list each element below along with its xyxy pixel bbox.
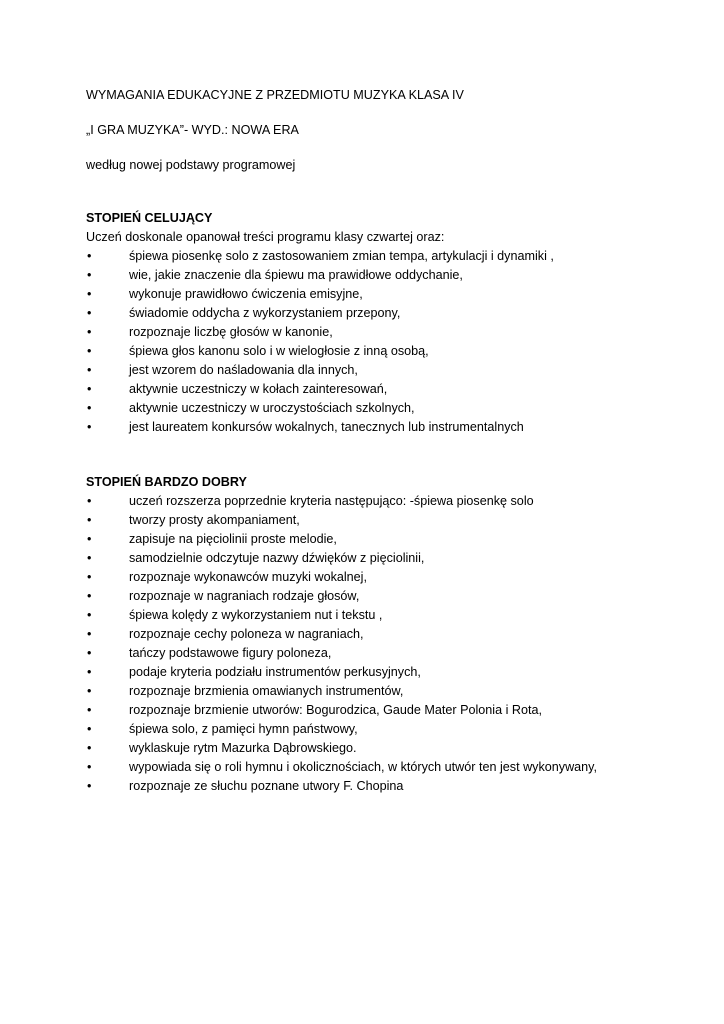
list-item xyxy=(86,777,686,796)
bullet-glyph: • xyxy=(87,513,92,527)
bullet-glyph: • xyxy=(87,570,92,584)
section-bardzo-dobry xyxy=(86,473,686,796)
list-item-text: podaje kryteria podziału instrumentów perkusyjnych, xyxy=(129,665,421,679)
bullet-glyph: • xyxy=(87,627,92,641)
list-item-text: śpiewa solo, z pamięci hymn państwowy, xyxy=(129,722,358,736)
list-item-text: wykonuje prawidłowo ćwiczenia emisyjne, xyxy=(129,287,363,301)
document-page xyxy=(86,86,686,796)
list-item xyxy=(86,361,686,380)
criteria-list xyxy=(86,247,686,437)
bullet-glyph: • xyxy=(87,589,92,603)
document-title: WYMAGANIA EDUKACYJNE Z PRZEDMIOTU MUZYKA KLASA IV xyxy=(86,88,464,102)
bullet-glyph: • xyxy=(87,665,92,679)
list-item-text: aktywnie uczestniczy w kołach zainteresowań, xyxy=(129,382,388,396)
list-item-text: jest wzorem do naśladowania dla innych, xyxy=(129,363,358,377)
list-item-text: samodzielnie odczytuje nazwy dźwięków z pięciolinii, xyxy=(129,551,425,565)
bullet-glyph: • xyxy=(87,494,92,508)
bullet-glyph: • xyxy=(87,268,92,282)
document-subtitle: „I GRA MUZYKA”- WYD.: NOWA ERA xyxy=(86,123,299,137)
list-item-text: tworzy prosty akompaniament, xyxy=(129,513,300,527)
list-item xyxy=(86,701,686,720)
list-item xyxy=(86,758,686,777)
list-item-text: świadomie oddycha z wykorzystaniem przepony, xyxy=(129,306,401,320)
bullet-glyph: • xyxy=(87,741,92,755)
document-basis: według nowej podstawy programowej xyxy=(86,158,296,172)
bullet-glyph: • xyxy=(87,703,92,717)
list-item-text: wyklaskuje rytm Mazurka Dąbrowskiego. xyxy=(129,741,357,755)
list-item-text: uczeń rozszerza poprzednie kryteria następująco: -śpiewa piosenkę solo xyxy=(129,494,534,508)
list-item xyxy=(86,606,686,625)
section-intro: Uczeń doskonale opanował treści programu klasy czwartej oraz: xyxy=(86,230,445,244)
list-item xyxy=(86,380,686,399)
list-item xyxy=(86,511,686,530)
list-item-text: zapisuje na pięciolinii proste melodie, xyxy=(129,532,337,546)
bullet-glyph: • xyxy=(87,532,92,546)
bullet-glyph: • xyxy=(87,722,92,736)
list-item-text: śpiewa piosenkę solo z zastosowaniem zmian tempa, artykulacji i dynamiki , xyxy=(129,249,554,263)
bullet-glyph: • xyxy=(87,646,92,660)
list-item xyxy=(86,587,686,606)
list-item xyxy=(86,323,686,342)
list-item-text: rozpoznaje wykonawców muzyki wokalnej, xyxy=(129,570,367,584)
bullet-glyph: • xyxy=(87,306,92,320)
bullet-glyph: • xyxy=(87,401,92,415)
list-item xyxy=(86,682,686,701)
list-item xyxy=(86,549,686,568)
list-item xyxy=(86,285,686,304)
list-item xyxy=(86,266,686,285)
list-item-text: jest laureatem konkursów wokalnych, tanecznych lub instrumentalnych xyxy=(129,420,524,434)
criteria-list xyxy=(86,492,686,796)
bullet-glyph: • xyxy=(87,779,92,793)
list-item-text: rozpoznaje cechy poloneza w nagraniach, xyxy=(129,627,364,641)
bullet-glyph: • xyxy=(87,363,92,377)
list-item xyxy=(86,304,686,323)
bullet-glyph: • xyxy=(87,684,92,698)
list-item xyxy=(86,342,686,361)
list-item-text: śpiewa kolędy z wykorzystaniem nut i tekstu , xyxy=(129,608,383,622)
list-item-text: śpiewa głos kanonu solo i w wielogłosie z inną osobą, xyxy=(129,344,429,358)
list-item xyxy=(86,568,686,587)
list-item-text: rozpoznaje brzmienia omawianych instrumentów, xyxy=(129,684,404,698)
list-item-text: tańczy podstawowe figury poloneza, xyxy=(129,646,332,660)
list-item-text: aktywnie uczestniczy w uroczystościach szkolnych, xyxy=(129,401,415,415)
list-item xyxy=(86,399,686,418)
list-item xyxy=(86,663,686,682)
list-item xyxy=(86,644,686,663)
section-celujacy xyxy=(86,209,686,437)
list-item-text: rozpoznaje liczbę głosów w kanonie, xyxy=(129,325,333,339)
section-heading: STOPIEŃ BARDZO DOBRY xyxy=(86,475,247,489)
bullet-glyph: • xyxy=(87,420,92,434)
list-item-text: rozpoznaje w nagraniach rodzaje głosów, xyxy=(129,589,360,603)
list-item-text: rozpoznaje brzmienie utworów: Bogurodzica, Gaude Mater Polonia i Rota, xyxy=(129,703,543,717)
bullet-glyph: • xyxy=(87,551,92,565)
bullet-glyph: • xyxy=(87,325,92,339)
bullet-glyph: • xyxy=(87,249,92,263)
list-item xyxy=(86,739,686,758)
section-heading: STOPIEŃ CELUJĄCY xyxy=(86,211,213,225)
list-item xyxy=(86,492,686,511)
bullet-glyph: • xyxy=(87,344,92,358)
bullet-glyph: • xyxy=(87,382,92,396)
list-item-text: rozpoznaje ze słuchu poznane utwory F. Chopina xyxy=(129,779,404,793)
list-item xyxy=(86,247,686,266)
bullet-glyph: • xyxy=(87,760,92,774)
list-item-text: wie, jakie znaczenie dla śpiewu ma prawidłowe oddychanie, xyxy=(129,268,463,282)
bullet-glyph: • xyxy=(87,287,92,301)
list-item xyxy=(86,530,686,549)
list-item xyxy=(86,625,686,644)
bullet-glyph: • xyxy=(87,608,92,622)
list-item xyxy=(86,720,686,739)
list-item xyxy=(86,418,686,437)
list-item-text: wypowiada się o roli hymnu i okolicznościach, w których utwór ten jest wykonywany, xyxy=(129,760,598,774)
